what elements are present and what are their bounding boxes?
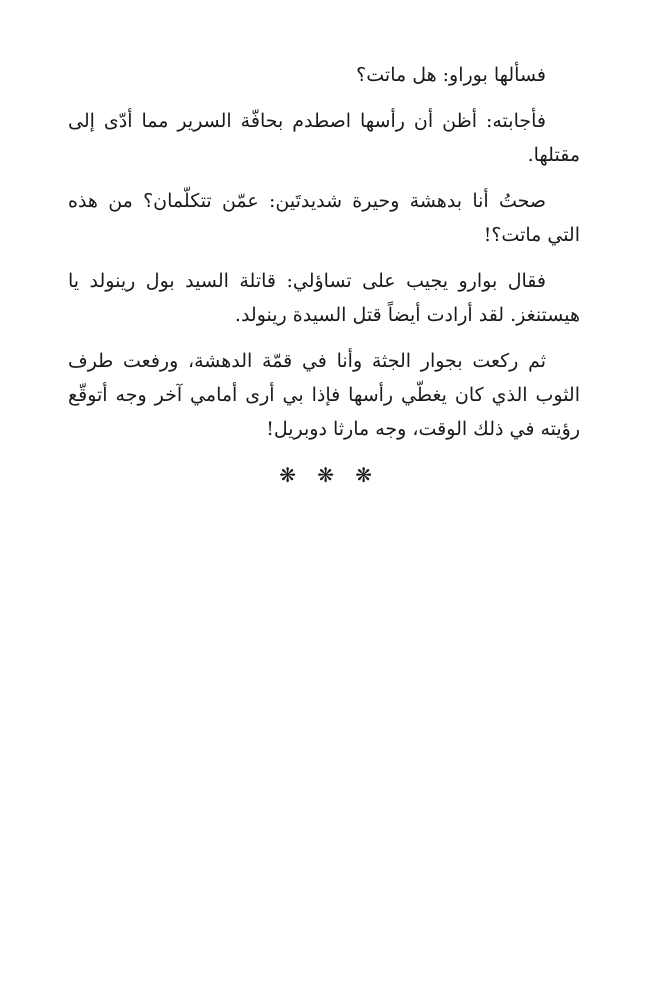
section-separator bbox=[68, 458, 580, 492]
paragraph-5: ثم ركعت بجوار الجثة وأنا في قمّة الدهشة، ورفعت طرف الثوب الذي كان يغطّي رأسها فإذا بي أرى أمامي آخر وجه أتوقّع رؤيته في ذلك الوقت، وجه مارثا دوبريل! bbox=[68, 350, 580, 440]
paragraph-1: فسألها بوراو: هل ماتت؟ bbox=[356, 64, 546, 86]
paragraph-4: فقال بوارو يجيب على تساؤلي: قاتلة السيد بول رينولد يا هيستنغز. لقد أرادت أيضاً قتل السيدة رينولد. bbox=[68, 270, 580, 326]
paragraph-3: صحتُ أنا بدهشة وحيرة شديدتَين: عمّن تتكلّمان؟ من هذه التي ماتت؟! bbox=[68, 190, 580, 246]
asterism-icon: ❋ bbox=[355, 463, 372, 487]
text-body bbox=[68, 58, 580, 492]
asterism-icon: ❋ bbox=[317, 463, 334, 487]
asterism-icon: ❋ bbox=[279, 463, 296, 487]
paragraph-2: فأجابته: أظن أن رأسها اصطدم بحافّة السرير مما أدّى إلى مقتلها. bbox=[68, 110, 580, 166]
